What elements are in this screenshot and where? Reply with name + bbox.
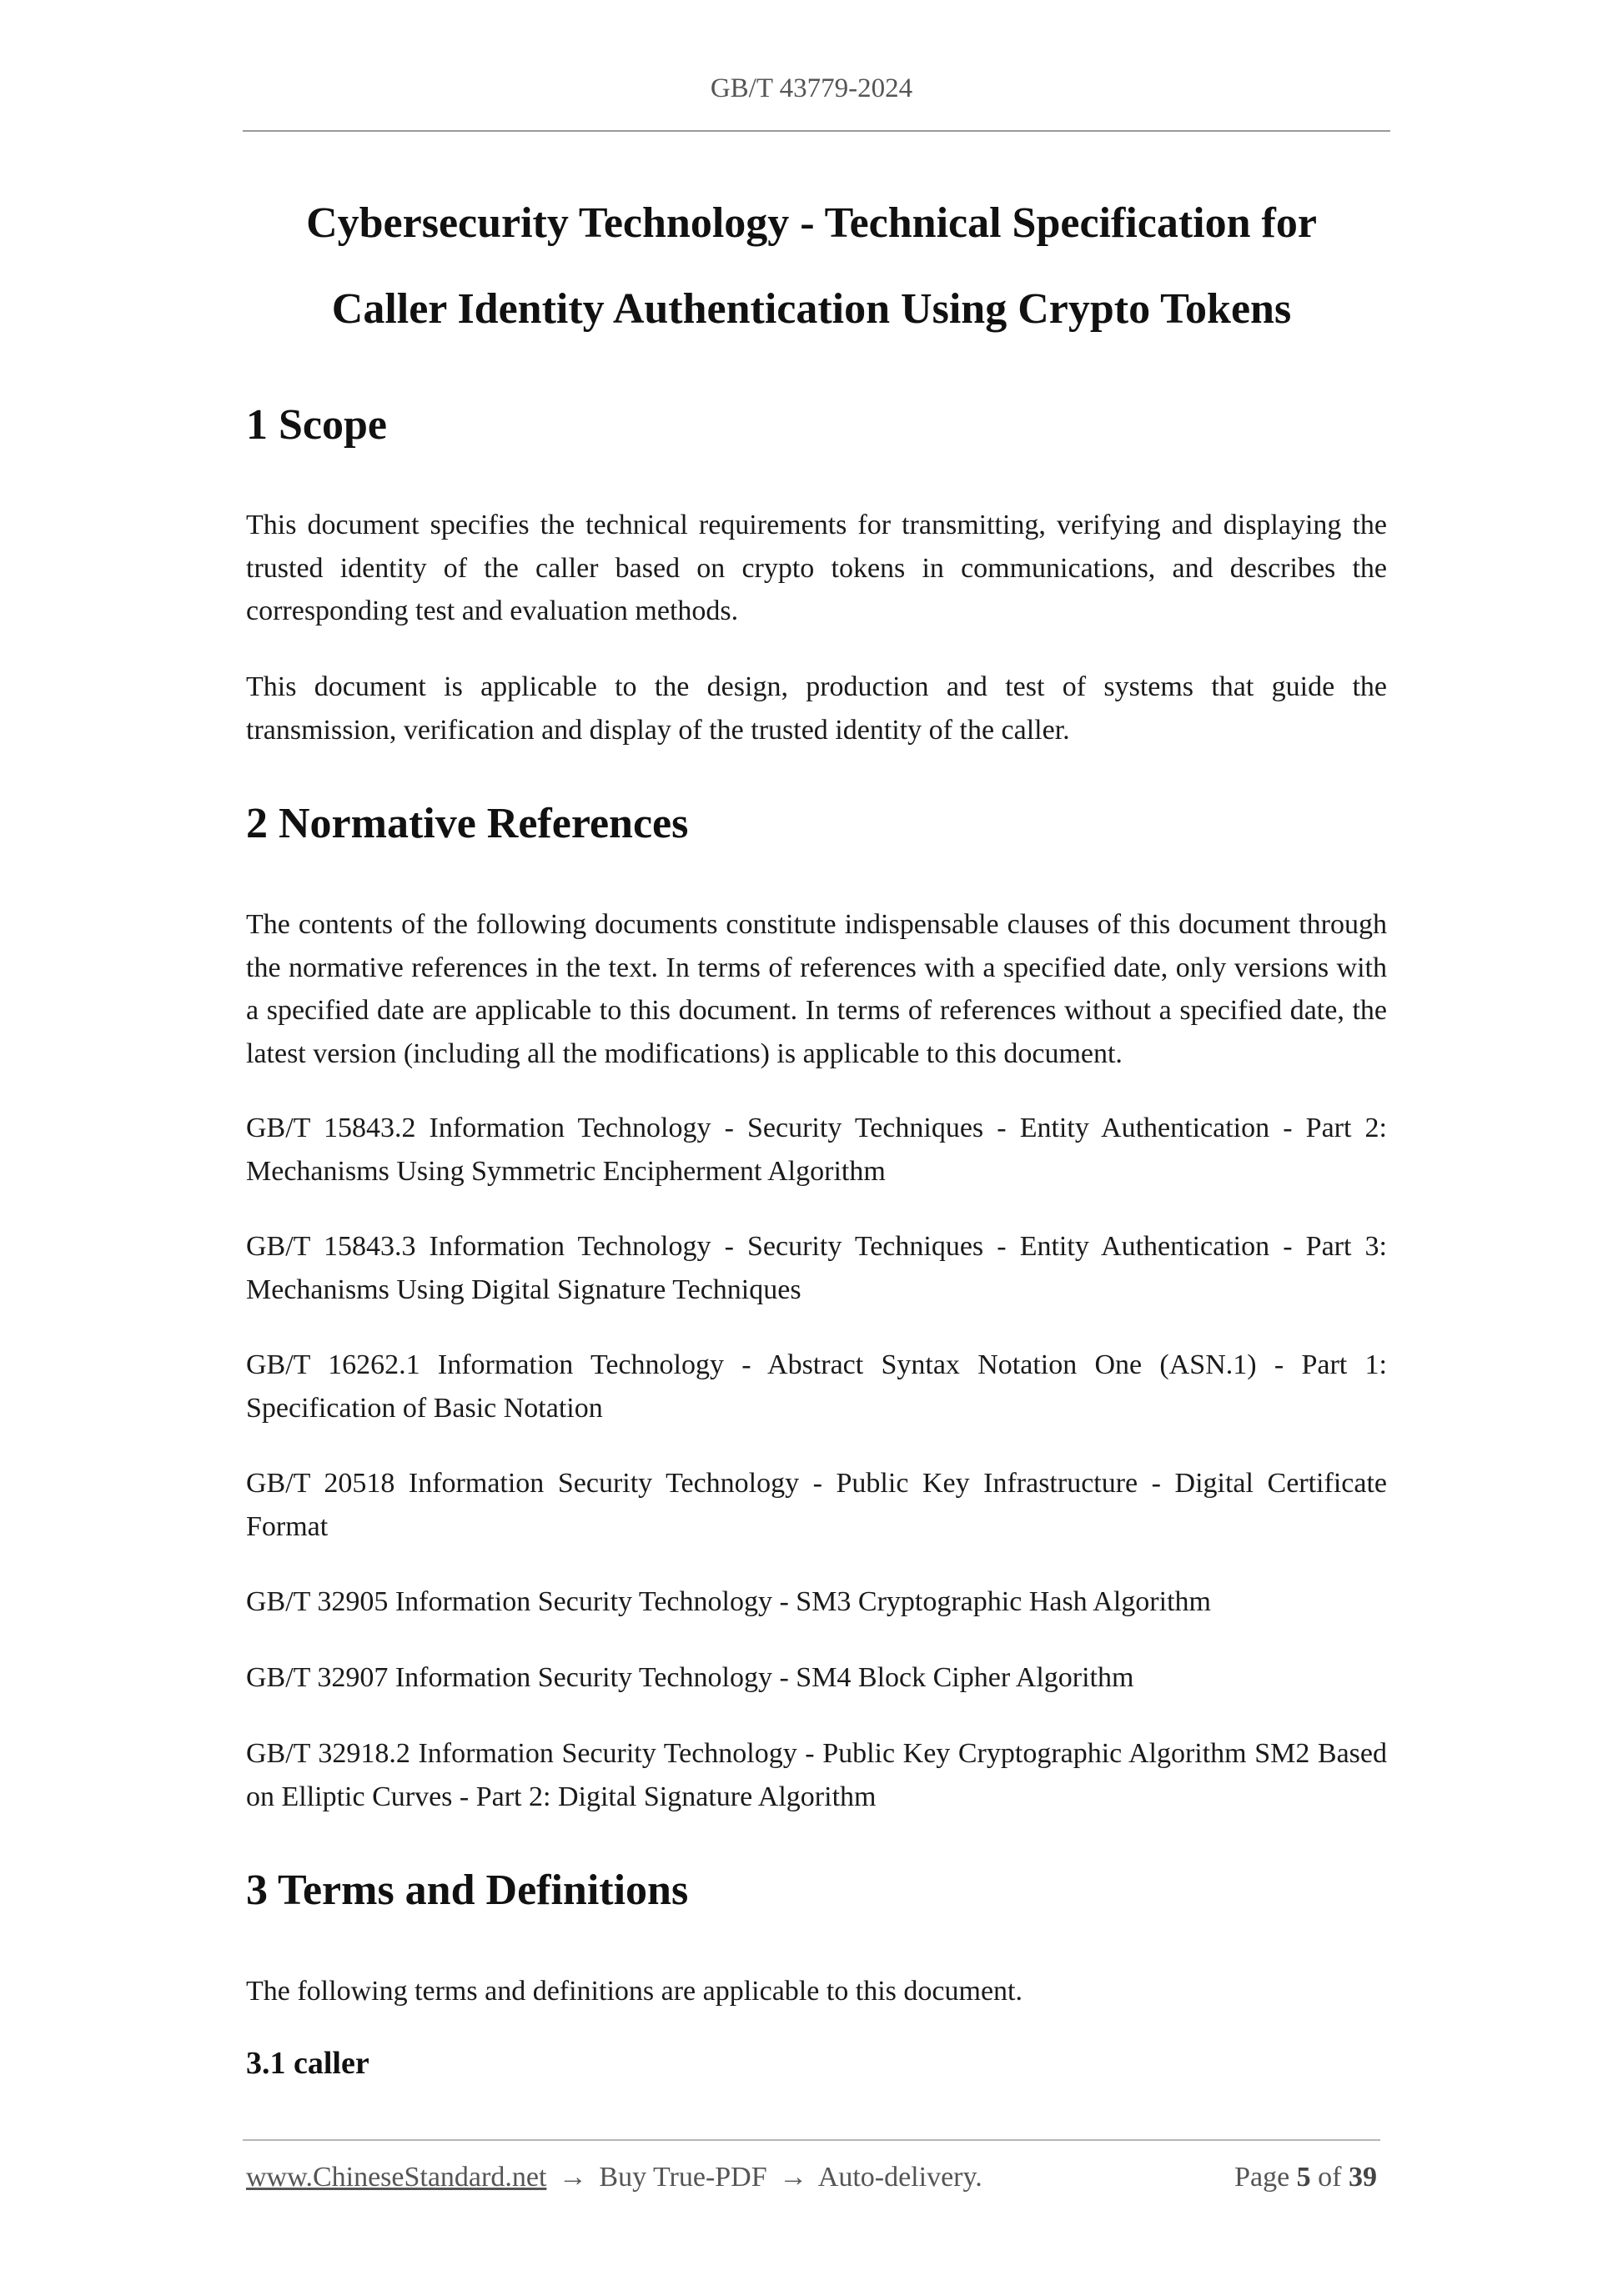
reference-item: GB/T 32907 Information Security Technology - SM4 Block Cipher Algorithm (246, 1662, 1134, 1693)
page-current: 5 (1296, 2162, 1311, 2193)
document-title-line-1: Cybersecurity Technology - Technical Specification for (306, 199, 1317, 247)
arrow-right-icon: → (558, 2162, 587, 2193)
section-heading-normative-references: 2 Normative References (246, 800, 689, 847)
reference-item: GB/T 32905 Information Security Technology - SM3 Cryptographic Hash Algorithm (246, 1586, 1211, 1617)
chinesestandard-link[interactable]: www.ChineseStandard.net (246, 2162, 547, 2193)
footer-links (246, 2162, 982, 2193)
header-divider (243, 130, 1390, 132)
reference-item: GB/T 20518 Information Security Technology - Public Key Infrastructure - Digital Certificate Format (246, 1468, 1387, 1542)
scope-paragraph-2: This document is applicable to the design, production and test of systems that guide the transmission, verification and display of the trusted identity of the caller. (246, 671, 1387, 746)
arrow-right-icon: → (779, 2162, 808, 2193)
section-heading-terms-definitions: 3 Terms and Definitions (246, 1866, 689, 1914)
reference-item: GB/T 15843.3 Information Technology - Security Techniques - Entity Authentication - Part 3: Mechanisms Using Digital Signature Techniques (246, 1231, 1387, 1305)
page-header-code: GB/T 43779-2024 (710, 73, 913, 103)
page-of-label: of (1318, 2162, 1342, 2193)
scope-paragraph-1: This document specifies the technical requirements for transmitting, verifying and displaying the trusted identity of the caller based on crypto tokens in communications, and describes the corresponding test and evaluation methods. (246, 510, 1387, 626)
buy-true-pdf-text: Buy True-PDF (599, 2162, 767, 2193)
normative-intro-paragraph: The contents of the following documents constitute indispensable clauses of this document through the normative references in the text. In terms of references with a specified date, only versions with a specified date are applicable to this document. In terms of references without a specified date, the latest version (including all the modifications) is applicable to this document. (246, 909, 1387, 1069)
reference-item: GB/T 32918.2 Information Security Technology - Public Key Cryptographic Algorithm SM2 Based on Elliptic Curves - Part 2: Digital Signature Algorithm (246, 1738, 1387, 1812)
page-label: Page (1234, 2162, 1290, 2193)
terms-intro-paragraph: The following terms and definitions are applicable to this document. (246, 1976, 1023, 2007)
document-title-line-2: Caller Identity Authentication Using Crypto Tokens (331, 285, 1292, 333)
reference-item: GB/T 16262.1 Information Technology - Abstract Syntax Notation One (ASN.1) - Part 1: Specification of Basic Notation (246, 1349, 1387, 1424)
reference-item: GB/T 15843.2 Information Technology - Security Techniques - Entity Authentication - Part 2: Mechanisms Using Symmetric Encipherment Algorithm (246, 1113, 1387, 1187)
page-total: 39 (1349, 2162, 1377, 2193)
footer-divider (243, 2139, 1380, 2141)
auto-delivery-text: Auto-delivery. (817, 2162, 982, 2193)
section-heading-scope: 1 Scope (246, 401, 387, 449)
page-number-indicator (1234, 2162, 1377, 2193)
term-heading-caller: 3.1 caller (246, 2046, 369, 2081)
